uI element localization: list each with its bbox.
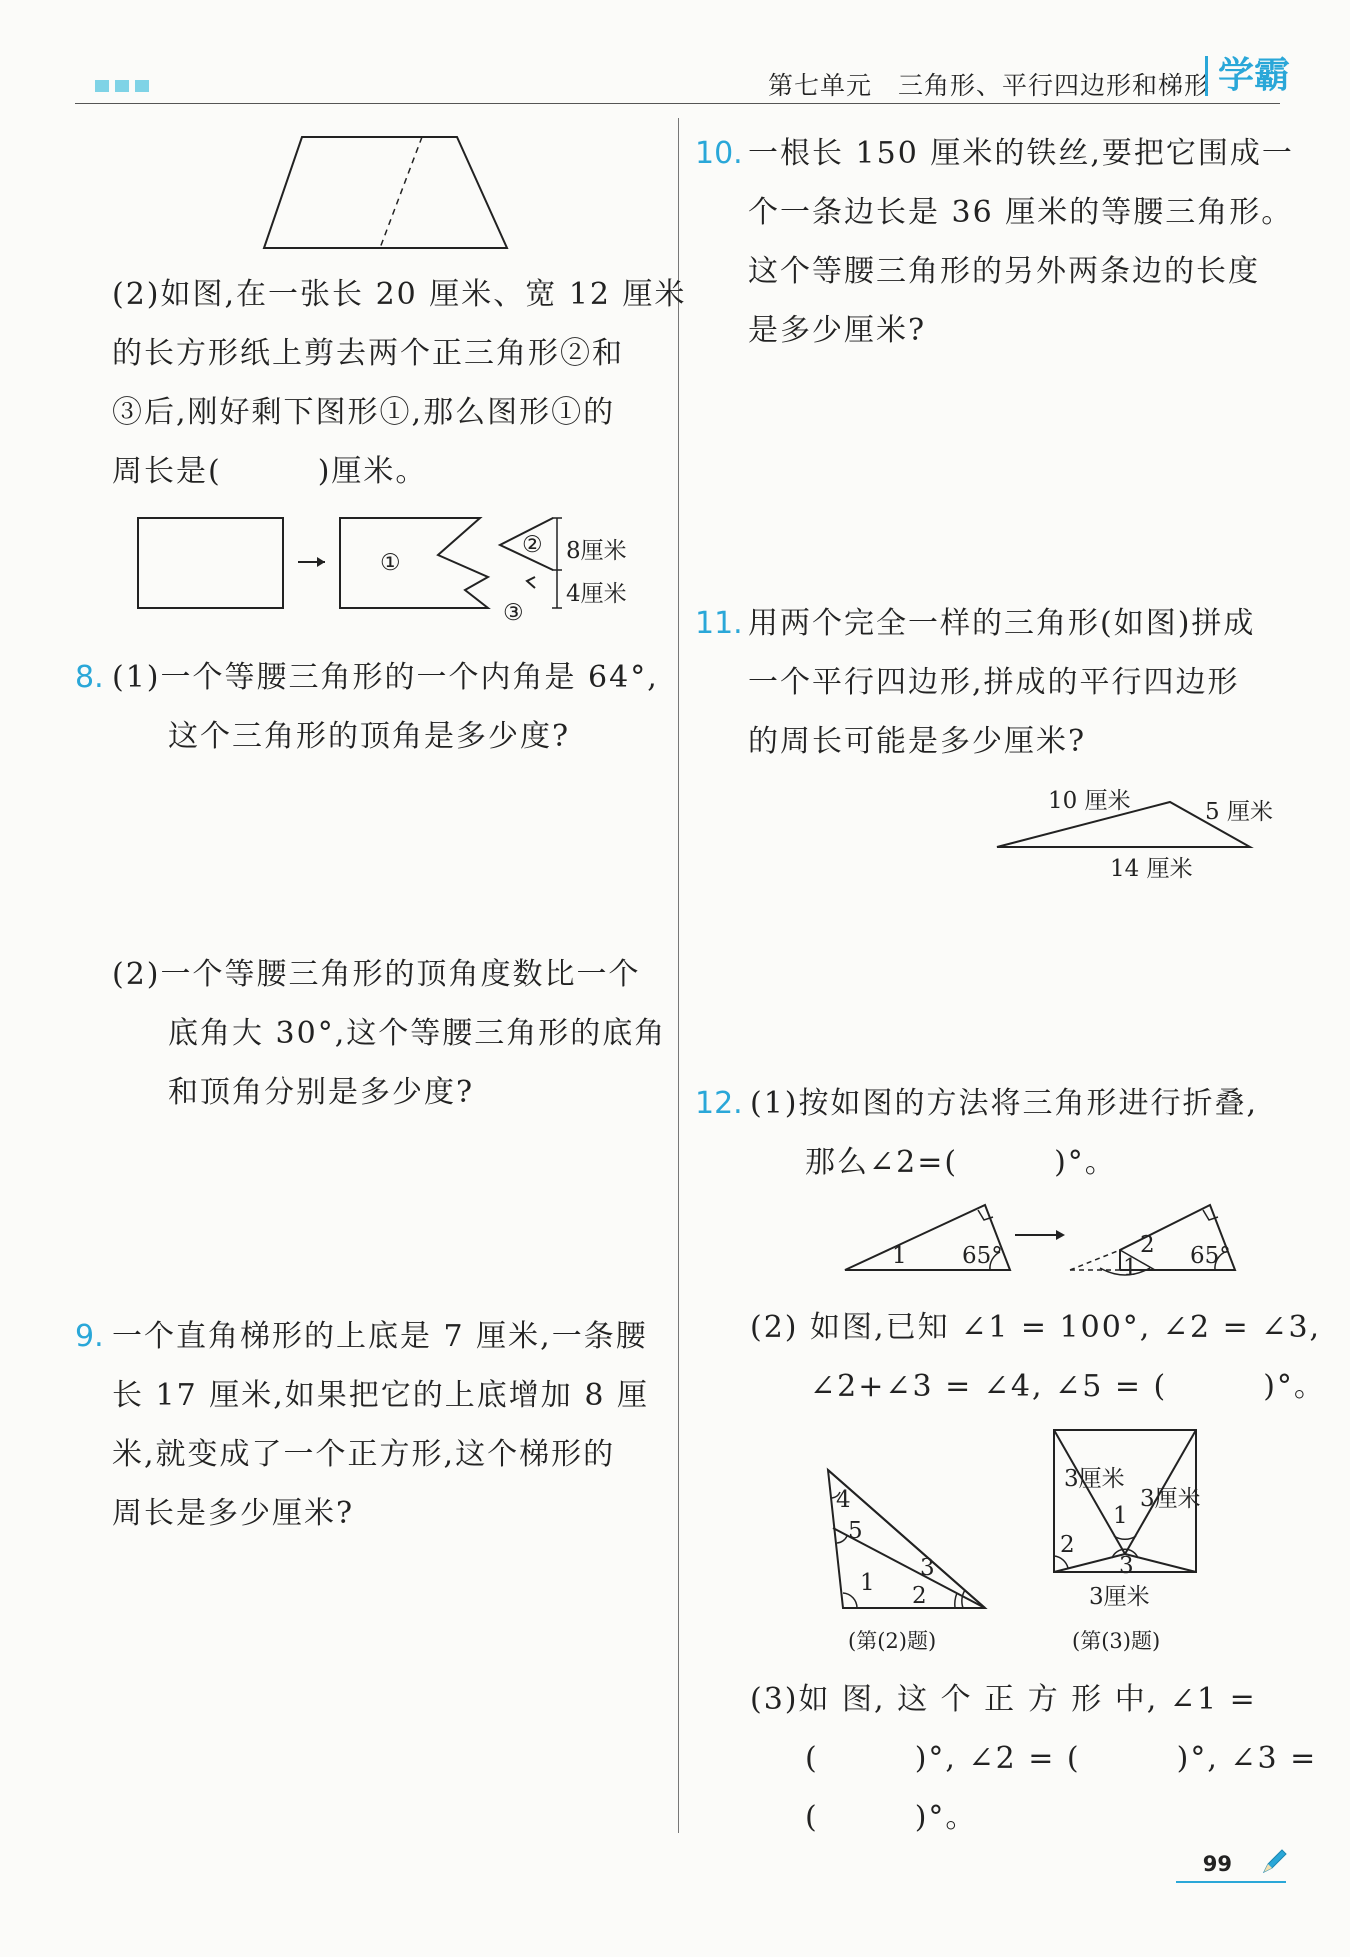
- q9-line1: 一个直角梯形的上底是 7 厘米,一条腰: [112, 1319, 648, 1354]
- q9-number: 9.: [75, 1319, 104, 1354]
- q11-line1: 用两个完全一样的三角形(如图)拼成: [748, 606, 1256, 641]
- angle-1: 1: [860, 1570, 875, 1596]
- angle-2: 2: [912, 1583, 927, 1609]
- fold-angle-65-left: 65°: [962, 1243, 1003, 1269]
- q10-line2: 个一条边长是 36 厘米的等腰三角形。: [748, 195, 1294, 230]
- page-number: 99: [1202, 1852, 1232, 1876]
- q12-1-line1: (1)按如图的方法将三角形进行折叠,: [750, 1086, 1259, 1121]
- q8-2-line2: 底角大 30°,这个等腰三角形的底角: [168, 1016, 667, 1051]
- q9-line3: 米,就变成了一个正方形,这个梯形的: [112, 1437, 616, 1472]
- q7-2-line1: (2)如图,在一张长 20 厘米、宽 12 厘米: [112, 277, 687, 312]
- trapezoid-figure: [262, 134, 512, 254]
- q12-3-line3: ( )°。: [805, 1800, 978, 1835]
- fig-label-4cm: 4厘米: [566, 581, 627, 607]
- q12-2-line1: (2) 如图,已知 ∠1 = 100°, ∠2 = ∠3,: [750, 1310, 1322, 1345]
- q7-2-line4: 周长是( )厘米。: [112, 454, 428, 489]
- q12-2-line2: ∠2+∠3 = ∠4, ∠5 = ( )°。: [810, 1369, 1326, 1404]
- pencil-icon: [1260, 1846, 1290, 1876]
- q8-1-line2: 这个三角形的顶角是多少度?: [168, 719, 571, 754]
- sq-angle-3: 3: [1119, 1553, 1134, 1579]
- q12-1-line2: 那么∠2=( )°。: [805, 1145, 1117, 1180]
- q7-2-line3: ③后,刚好剩下图形①,那么图形①的: [112, 395, 616, 430]
- sq-bottom-3cm: 3厘米: [1089, 1584, 1150, 1610]
- q9-line2: 长 17 厘米,如果把它的上底增加 8 厘: [112, 1378, 649, 1413]
- q10-line1: 一根长 150 厘米的铁丝,要把它围成一: [748, 136, 1294, 171]
- header-topic: 三角形、平行四边形和梯形: [897, 71, 1210, 100]
- tri-side-10cm: 10 厘米: [1048, 788, 1131, 814]
- caption-q3: (第(3)题): [1072, 1629, 1161, 1653]
- fold-angle-65-right: 65°: [1190, 1243, 1231, 1269]
- column-divider: [678, 118, 679, 1833]
- angle-5: 5: [848, 1518, 863, 1544]
- fig-label-3: ③: [503, 600, 524, 626]
- q12-3-line2: ( )°, ∠2 = ( )°, ∠3 =: [805, 1741, 1318, 1776]
- angle-4: 4: [836, 1487, 851, 1513]
- tri-side-5cm: 5 厘米: [1205, 799, 1273, 825]
- header-divider: [75, 103, 1280, 104]
- q11-number: 11.: [695, 606, 743, 641]
- q10-line4: 是多少厘米?: [748, 313, 927, 348]
- q12-3-line1: (3)如 图, 这 个 正 方 形 中, ∠1 =: [750, 1682, 1257, 1717]
- q11-line3: 的周长可能是多少厘米?: [748, 724, 1087, 759]
- sq-angle-1: 1: [1113, 1503, 1128, 1529]
- caption-q2: (第(2)题): [848, 1629, 937, 1653]
- q7-2-line2: 的长方形纸上剪去两个正三角形②和: [112, 336, 624, 371]
- fold-angle-1-right: 1: [1123, 1255, 1138, 1281]
- page-number-underline: [1176, 1881, 1286, 1883]
- q10-line3: 这个等腰三角形的另外两条边的长度: [748, 254, 1260, 289]
- q9-line4: 周长是多少厘米?: [112, 1496, 355, 1531]
- fold-angle-2: 2: [1140, 1232, 1155, 1258]
- fold-angle-1: 1: [892, 1243, 907, 1269]
- q8-number: 8.: [75, 660, 104, 695]
- q10-number: 10.: [695, 136, 743, 171]
- fig-label-8cm: 8厘米: [566, 538, 627, 564]
- brand-logo: 学霸: [1205, 56, 1290, 96]
- tri-side-14cm: 14 厘米: [1110, 856, 1193, 882]
- sq-top-3cm: 3厘米: [1064, 1466, 1125, 1492]
- header-unit: 第七单元: [767, 71, 872, 100]
- sq-right-3cm: 3厘米: [1140, 1486, 1201, 1512]
- fig-label-2: ②: [522, 532, 543, 558]
- header-title: [768, 66, 1210, 102]
- header-decoration: [95, 80, 149, 92]
- fig-label-1: ①: [380, 550, 401, 576]
- q12-number: 12.: [695, 1086, 743, 1121]
- sq-angle-2: 2: [1060, 1532, 1075, 1558]
- angle-3: 3: [920, 1555, 935, 1581]
- q8-2-line1: (2)一个等腰三角形的顶角度数比一个: [112, 957, 641, 992]
- q8-2-line3: 和顶角分别是多少度?: [168, 1075, 475, 1110]
- q11-line2: 一个平行四边形,拼成的平行四边形: [748, 665, 1240, 700]
- q8-1-line1: (1)一个等腰三角形的一个内角是 64°,: [112, 660, 659, 695]
